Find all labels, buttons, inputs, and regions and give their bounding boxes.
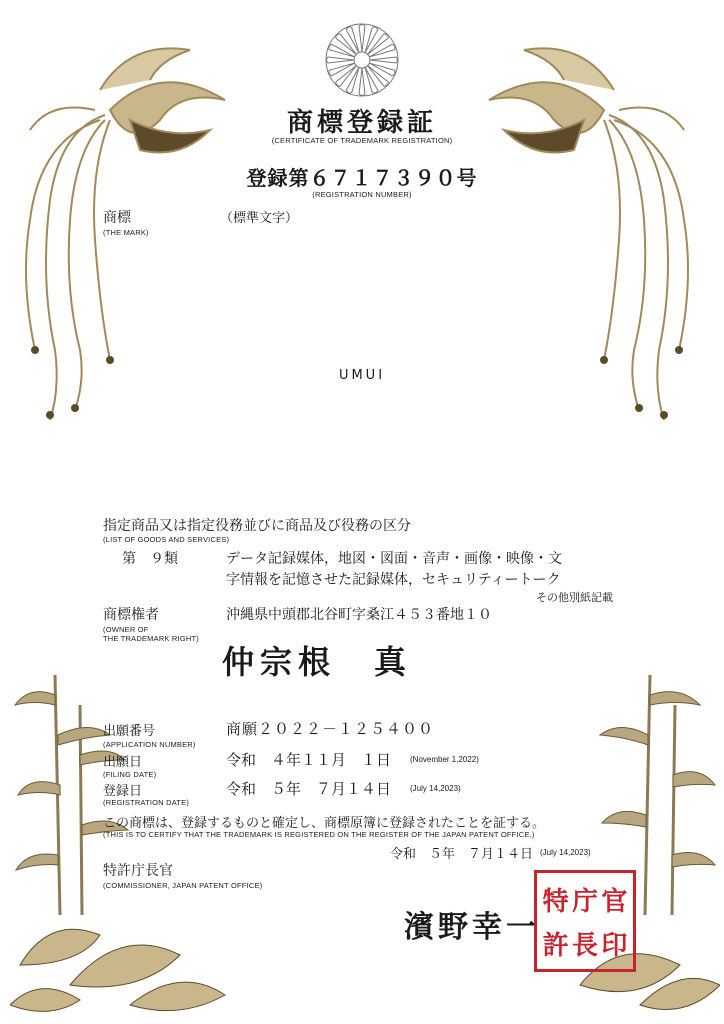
commissioner-label: 特許庁長官: [103, 863, 173, 879]
registration-label: 登録日: [103, 784, 143, 799]
certify-date-en: (July 14,2023): [540, 848, 591, 857]
registration-date-en: (July 14,2023): [410, 784, 461, 793]
registration-label-en: (REGISTRATION DATE): [103, 798, 190, 807]
left-bamboo-icon: [10, 665, 230, 1020]
commissioner-label-en: (COMMISSIONER, JAPAN PATENT OFFICE): [103, 881, 263, 890]
seal-char: 許: [542, 930, 569, 961]
goods-label: 指定商品又は指定役務並びに商品及び役務の区分: [103, 518, 411, 534]
goods-class: 第 ９類: [122, 551, 178, 567]
seal-char: 官: [601, 886, 628, 917]
registration-date: 令和 ５年 ７月１４日: [226, 780, 392, 798]
certify-text: この商標は、登録するものと確定し、商標原簿に登録されたことを証する。: [103, 816, 546, 831]
seal-char: 長: [571, 930, 598, 961]
goods-line-1: データ記録媒体，地図・図面・音声・画像・映像・文: [226, 551, 562, 567]
filing-date-en: (November 1,2022): [410, 755, 479, 764]
goods-line-2: 字情報を記憶させた記録媒体，セキュリティートーク: [226, 572, 561, 588]
goods-more: その他別紙記載: [536, 591, 613, 604]
application-label-en: (APPLICATION NUMBER): [103, 740, 196, 749]
owner-name: 仲宗根 真: [222, 643, 413, 681]
commissioner-signature: 濱野幸一: [404, 910, 540, 945]
official-seal: [534, 870, 636, 972]
certificate-title: 商標登録証: [286, 108, 437, 138]
owner-label-en-1: (OWNER OF: [103, 625, 149, 634]
certify-date: 令和 ５年 ７月１４日: [390, 847, 534, 862]
registration-number-en: (REGISTRATION NUMBER): [312, 190, 412, 199]
owner-label: 商標権者: [103, 607, 159, 623]
mark-label-en: (THE MARK): [103, 228, 149, 237]
filing-date: 令和 ４年１１月 １日: [226, 751, 392, 769]
seal-char: 庁: [571, 886, 598, 917]
certificate-title-en: (CERTIFICATE OF TRADEMARK REGISTRATION): [271, 136, 453, 145]
trademark-text: UMUI: [338, 368, 386, 383]
goods-label-en: (LIST OF GOODS AND SERVICES): [103, 535, 230, 544]
filing-label: 出願日: [103, 755, 143, 770]
owner-label-en-2: THE TRADEMARK RIGHT): [103, 634, 199, 643]
chrysanthemum-crest-icon: [322, 20, 402, 100]
right-phoenix-icon: [474, 20, 704, 420]
filing-label-en: (FILING DATE): [103, 770, 157, 779]
seal-char: 特: [542, 886, 569, 917]
application-label: 出願番号: [103, 724, 156, 739]
certify-text-en: (THIS IS TO CERTIFY THAT THE TRADEMARK IS REGISTERED ON THE REGISTER OF THE JAPAN PATENT OFFICE.): [103, 830, 535, 839]
mark-label: 商標: [103, 210, 131, 226]
owner-address: 沖縄県中頭郡北谷町字桑江４５３番地１０: [226, 607, 492, 623]
application-number: 商願２０２２－１２５４００: [226, 720, 435, 738]
registration-number: 登録第６７１７３９０号: [246, 166, 478, 190]
mark-type: （標準文字）: [220, 211, 299, 226]
seal-char: 印: [601, 930, 628, 961]
